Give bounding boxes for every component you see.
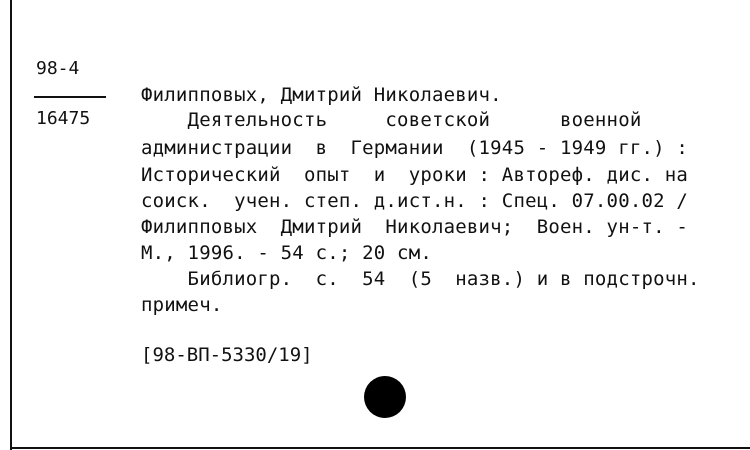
- title-line-1: Деятельность советской военной: [141, 109, 642, 131]
- title-line-3: Исторический опыт и уроки : Автореф. дис. на: [141, 164, 689, 186]
- title-line-2: администрации в Германии (1945 - 1949 гг.) :: [141, 137, 689, 159]
- note-line-2: примеч.: [141, 294, 223, 316]
- card-bottom-border: [10, 447, 750, 449]
- title-line-5: Филипповых Дмитрий Николаевич; Воен. ун-т. -: [141, 216, 689, 238]
- call-number-divider: [34, 96, 106, 98]
- imprint-line: М., 1996. - 54 с.; 20 см.: [141, 242, 432, 264]
- author-line: Филипповых, Дмитрий Николаевич.: [141, 84, 502, 106]
- note-line-1: Библиогр. с. 54 (5 назв.) и в подстрочн.: [141, 268, 700, 290]
- card-punch-hole: [364, 376, 406, 418]
- card-left-border: [10, 0, 12, 450]
- accession-reference: [98-ВП-5330/19]: [141, 344, 313, 366]
- title-line-4: соиск. учен. степ. д.ист.н. : Спец. 07.00.02 /: [141, 190, 689, 212]
- call-number-bottom: 16475: [36, 108, 91, 129]
- call-number-top: 98-4: [36, 58, 80, 79]
